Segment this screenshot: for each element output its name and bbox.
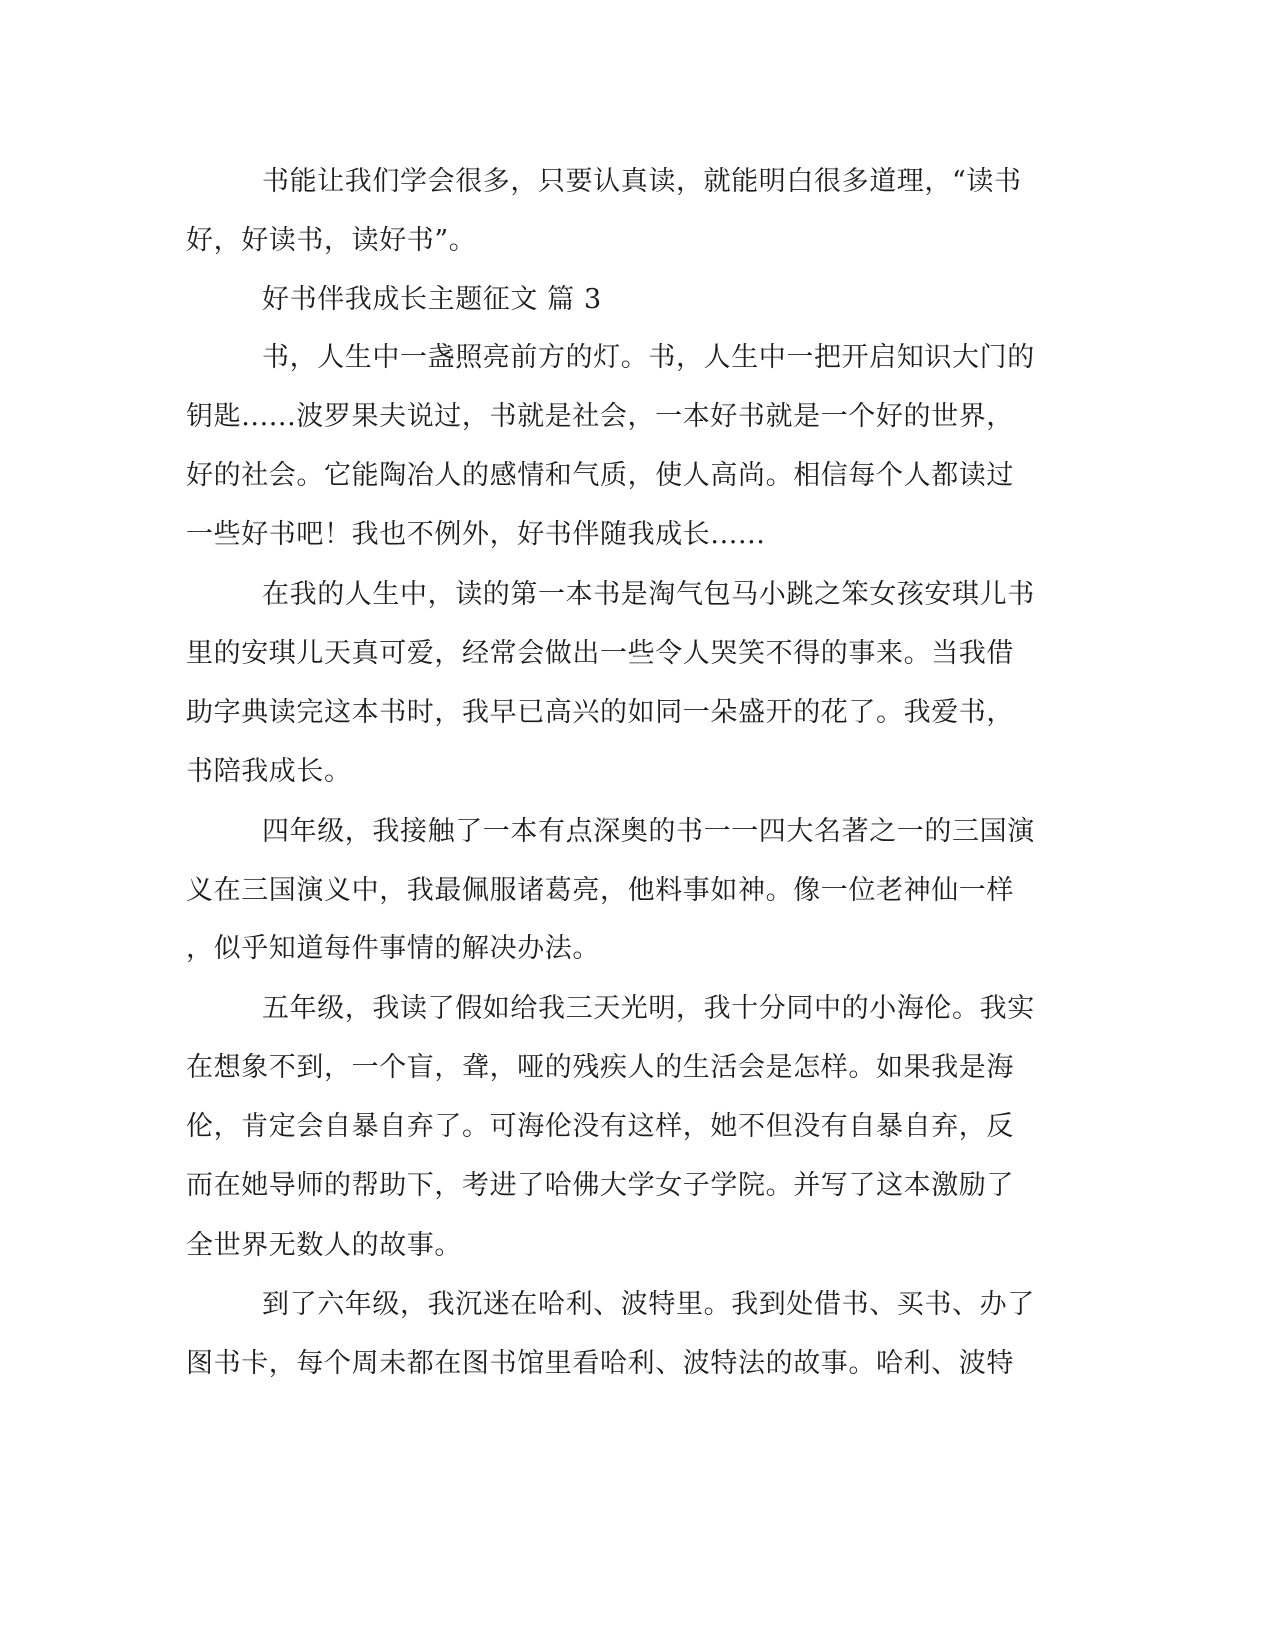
text-line: 全世界无数人的故事。 (186, 1230, 462, 1261)
text-line: 到了六年级，我沉迷在哈利、波特里。我到处借书、买书、办了 (262, 1289, 1035, 1320)
text-line: 而在她导师的帮助下，考进了哈佛大学女子学院。并写了这本激励了 (186, 1170, 1014, 1201)
text-line: 五年级，我读了假如给我三天光明，我十分同中的小海伦。我实 (262, 993, 1035, 1024)
text-line: 里的安琪儿天真可爱，经常会做出一些令人哭笑不得的事来。当我借 (186, 638, 1014, 669)
text-line: 在我的人生中，读的第一本书是淘气包马小跳之笨女孩安琪儿书 (262, 579, 1035, 610)
text-line: 伦，肯定会自暴自弃了。可海伦没有这样，她不但没有自暴自弃，反 (186, 1111, 1014, 1142)
text-line: 书陪我成长。 (186, 756, 352, 787)
text-line: 四年级，我接触了一本有点深奥的书一一四大名著之一的三国演 (262, 816, 1035, 847)
section-heading: 好书伴我成长主题征文 篇 3 (262, 284, 602, 315)
text-line: 钥匙......波罗果夫说过，书就是社会，一本好书就是一个好的世界， (186, 401, 1014, 432)
text-line: 图书卡，每个周未都在图书馆里看哈利、波特法的故事。哈利、波特 (186, 1348, 1014, 1379)
text-line: 书能让我们学会很多，只要认真读，就能明白很多道理，“读书 (262, 166, 1022, 197)
text-line: 一些好书吧！我也不例外，好书伴随我成长...... (186, 519, 766, 550)
text-line: 助字典读完这本书时，我早已高兴的如同一朵盛开的花了。我爱书， (186, 697, 1014, 728)
text-line: 在想象不到，一个盲，聋，哑的残疾人的生活会是怎样。如果我是海 (186, 1052, 1014, 1083)
text-line: 义在三国演义中，我最佩服诸葛亮，他料事如神。像一位老神仙一样 (186, 875, 1014, 906)
text-line: 书，人生中一盏照亮前方的灯。书，人生中一把开启知识大门的 (262, 342, 1035, 373)
text-line: 好的社会。它能陶冶人的感情和气质，使人高尚。相信每个人都读过 (186, 460, 1014, 491)
text-line: ，似乎知道每件事情的解决办法。 (186, 933, 600, 964)
text-line: 好，好读书，读好书”。 (186, 225, 477, 256)
